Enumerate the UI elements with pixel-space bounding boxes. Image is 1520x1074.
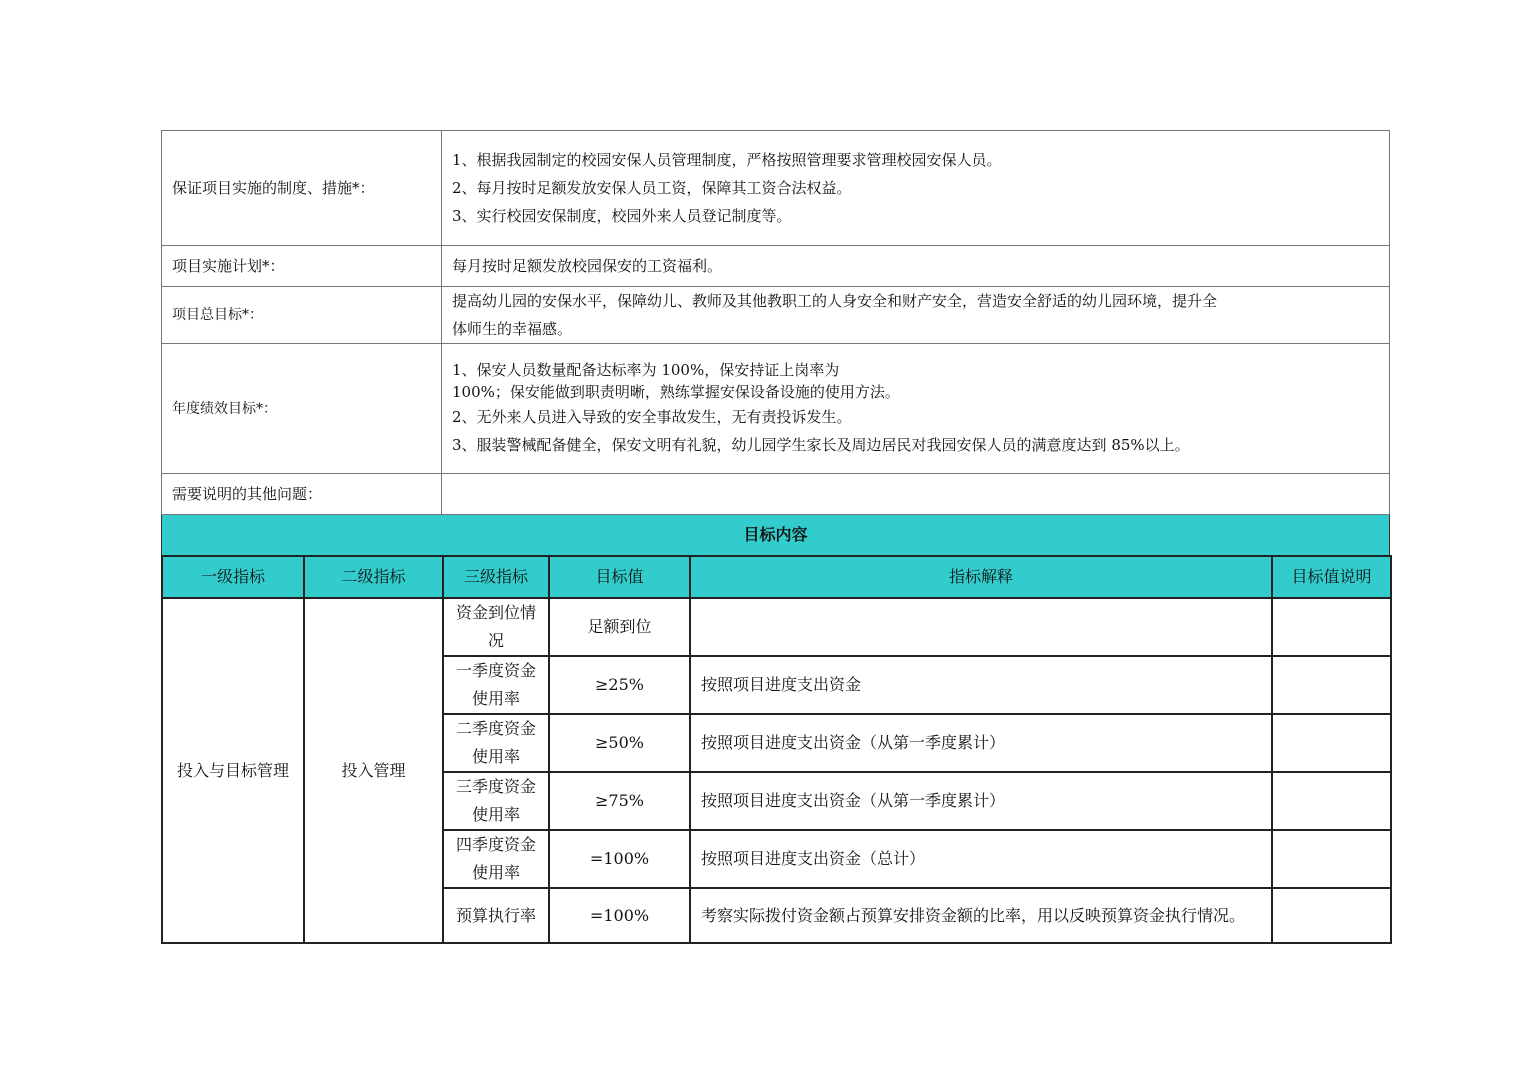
info-line: 1、保安人员数量配备达标率为 100%，保安持证上岗率为 bbox=[452, 360, 840, 379]
info-row-other-issues bbox=[162, 474, 1390, 515]
info-line: 2、每月按时足额发放安保人员工资，保障其工资合法权益。 bbox=[452, 179, 852, 197]
info-row-overall-goal bbox=[162, 287, 1390, 344]
info-line: 2、无外来人员进入导致的安全事故发生，无有责投诉发生。 bbox=[452, 407, 852, 426]
header-level3: 三级指标 bbox=[443, 556, 549, 598]
header-level2: 二级指标 bbox=[304, 556, 443, 598]
target-cell: =100% bbox=[549, 888, 690, 943]
target-cell: 足额到位 bbox=[549, 598, 690, 656]
note-cell bbox=[1272, 714, 1391, 772]
level3-cell: 一季度资金使用率 bbox=[443, 656, 549, 714]
info-line: 提高幼儿园的安保水平，保障幼儿、教师及其他教职工的人身安全和财产安全，营造安全舒适的幼儿园环境，提升全 bbox=[452, 292, 1218, 310]
info-value bbox=[442, 246, 1390, 287]
target-content-banner: 目标内容 bbox=[161, 515, 1390, 555]
info-row-measures bbox=[162, 131, 1390, 246]
level2-cell: 投入管理 bbox=[304, 598, 443, 943]
level3-cell: 四季度资金使用率 bbox=[443, 830, 549, 888]
info-value bbox=[442, 131, 1390, 246]
header-target: 目标值 bbox=[549, 556, 690, 598]
info-row-annual-goal bbox=[162, 344, 1390, 474]
info-label: 保证项目实施的制度、措施*： bbox=[162, 131, 442, 246]
info-label: 项目总目标*： bbox=[162, 287, 442, 344]
info-line: 3、服装警械配备健全，保安文明有礼貌，幼儿园学生家长及周边居民对我园安保人员的满意度达到 85%以上。 bbox=[452, 435, 1190, 454]
explain-cell: 考察实际拨付资金额占预算安排资金额的比率，用以反映预算资金执行情况。 bbox=[690, 888, 1272, 943]
performance-sheet bbox=[161, 130, 1390, 944]
note-cell bbox=[1272, 656, 1391, 714]
explain-cell: 按照项目进度支出资金 bbox=[690, 656, 1272, 714]
explain-cell: 按照项目进度支出资金（从第一季度累计） bbox=[690, 714, 1272, 772]
level3-cell: 资金到位情况 bbox=[443, 598, 549, 656]
note-cell bbox=[1272, 598, 1391, 656]
target-cell: ≥25% bbox=[549, 656, 690, 714]
info-line: 1、根据我园制定的校园安保人员管理制度，严格按照管理要求管理校园安保人员。 bbox=[452, 151, 1002, 169]
note-cell bbox=[1272, 830, 1391, 888]
note-cell bbox=[1272, 772, 1391, 830]
header-level1: 一级指标 bbox=[162, 556, 304, 598]
indicator-header-row bbox=[162, 556, 1391, 598]
explain-cell bbox=[690, 598, 1272, 656]
info-label: 需要说明的其他问题： bbox=[162, 474, 442, 515]
info-value bbox=[442, 344, 1390, 474]
header-explain: 指标解释 bbox=[690, 556, 1272, 598]
info-line: 体师生的幸福感。 bbox=[452, 320, 573, 338]
info-line: 每月按时足额发放校园保安的工资福利。 bbox=[452, 257, 723, 275]
note-cell bbox=[1272, 888, 1391, 943]
info-line: 100%；保安能做到职责明晰，熟练掌握安保设备设施的使用方法。 bbox=[452, 382, 900, 401]
info-label: 项目实施计划*： bbox=[162, 246, 442, 287]
target-cell: =100% bbox=[549, 830, 690, 888]
info-line: 3、实行校园安保制度，校园外来人员登记制度等。 bbox=[452, 207, 792, 225]
info-value bbox=[442, 474, 1390, 515]
info-value bbox=[442, 287, 1390, 344]
project-info-table bbox=[161, 130, 1390, 515]
indicator-table bbox=[161, 555, 1392, 944]
level3-cell: 三季度资金使用率 bbox=[443, 772, 549, 830]
target-cell: ≥75% bbox=[549, 772, 690, 830]
explain-cell: 按照项目进度支出资金（总计） bbox=[690, 830, 1272, 888]
level1-cell: 投入与目标管理 bbox=[162, 598, 304, 943]
level3-cell: 二季度资金使用率 bbox=[443, 714, 549, 772]
table-row bbox=[162, 598, 1391, 656]
target-cell: ≥50% bbox=[549, 714, 690, 772]
header-note: 目标值说明 bbox=[1272, 556, 1391, 598]
info-row-plan bbox=[162, 246, 1390, 287]
info-label: 年度绩效目标*： bbox=[162, 344, 442, 474]
explain-cell: 按照项目进度支出资金（从第一季度累计） bbox=[690, 772, 1272, 830]
level3-cell: 预算执行率 bbox=[443, 888, 549, 943]
